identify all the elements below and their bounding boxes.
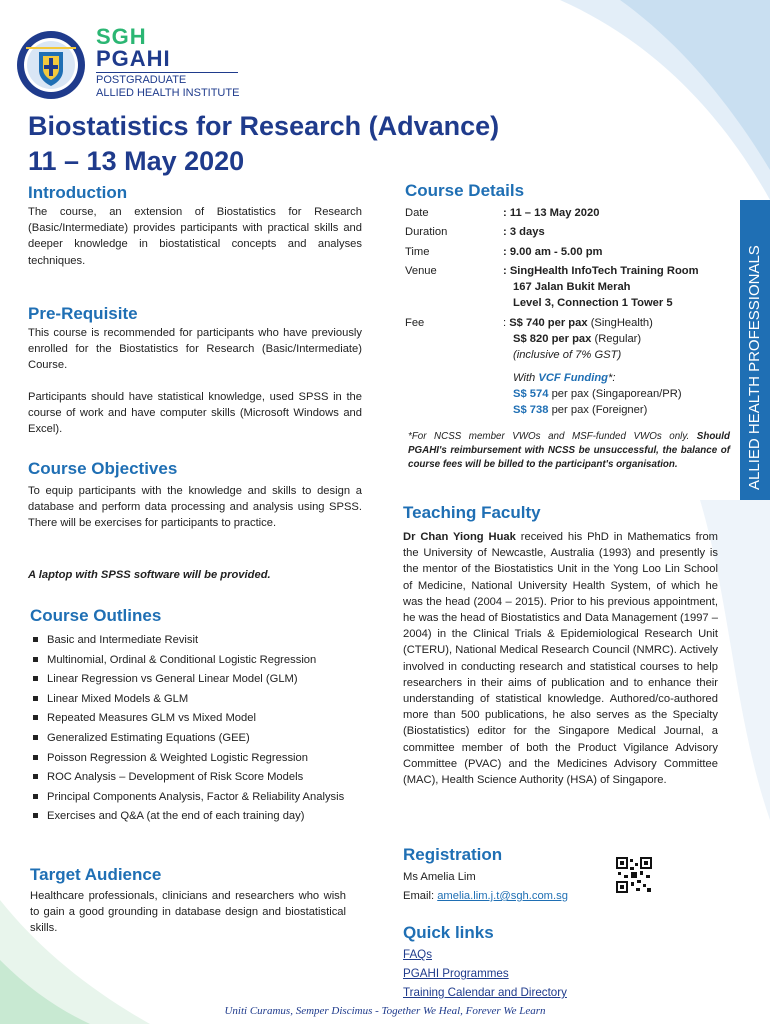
objectives-heading: Course Objectives	[28, 459, 178, 478]
date-value: : 11 – 13 May 2020	[503, 207, 600, 219]
fee-singhealth-note: (SingHealth)	[587, 317, 653, 329]
logo-divider	[96, 72, 238, 73]
fee-colon: :	[503, 317, 510, 329]
audience-text: Healthcare professionals, clinicians and researchers who wish to gain a good grounding in database design and biostatistical skills.	[30, 890, 346, 935]
prerequisite-text-1: This course is recommended for participants who have previously enrolled for the Biostatistics for Research (Basic/Intermediate) Course.	[28, 327, 362, 372]
outline-item: Linear Regression vs General Linear Model (GLM)	[32, 671, 372, 687]
outline-item: ROC Analysis – Development of Risk Score Models	[32, 769, 372, 785]
logo-subtitle	[96, 74, 239, 100]
registration-email-line	[403, 888, 568, 904]
footer-motto: Uniti Curamus, Semper Discimus - Together We Heal, Forever We Learn	[224, 1005, 546, 1017]
outline-item: Generalized Estimating Equations (GEE)	[32, 730, 372, 746]
outline-item: Principal Components Analysis, Factor & Reliability Analysis	[32, 789, 372, 805]
course-date-title: 11 – 13 May 2020	[28, 146, 245, 176]
logo-subtitle-line1: POSTGRADUATE	[96, 74, 187, 86]
faculty-heading: Teaching Faculty	[403, 503, 541, 522]
outline-item: Linear Mixed Models & GLM	[32, 691, 372, 707]
faculty-bio-text: received his PhD in Mathematics from the University of Newcastle, Australia (1993) and presently is the mentor of the Biostatistics Unit in the Yong Loo Lin School of Medicine, National University Health System, of which he was the head (2004 – 2015). Prior to his previous appointment, he was the head of Biostatistics and Data Management (1997 – 2004) in the Clinical Trials & Epidemiological Research Unit (CTERU), National Medical Research Council (NMRC). Actively involved in conducting research and statistical courses to help researchers in their aims of publication and to enhance their understanding of statistical knowledge. Authored/co-authored more than 500 publications, he also serves as the Specialty (Biostatistics) editor for the Singapore Medical Journal, a committee member of both the Product Vigilance Advisory Committee (PVAC) and the Medicines Advisory Committee (MAC), Health Science Authority (HSA) of Singapore.	[403, 531, 718, 787]
audience-heading: Target Audience	[30, 865, 162, 884]
ncss-footnote-line1: *For NCSS member VWOs and MSF-funded VWOs only.	[408, 431, 690, 442]
logo-subtitle-line2: ALLIED HEALTH INSTITUTE	[96, 87, 240, 99]
duration-label: Duration	[405, 226, 448, 238]
duration-value: : 3 days	[503, 226, 545, 238]
vcf-suffix: *:	[608, 372, 616, 384]
outline-item: Exercises and Q&A (at the end of each training day)	[32, 808, 372, 824]
date-label: Date	[405, 207, 429, 219]
ncss-footnote-line2: Should PGAHI's reimbursement with NCSS be unsuccessful, the balance of course fees will be billed to the participant's organisation.	[408, 431, 730, 470]
email-link[interactable]: amelia.lim.j.t@sgh.com.sg	[437, 890, 568, 902]
registration-contact: Ms Amelia Lim	[403, 871, 476, 883]
logo-sgh-text: SGH	[96, 24, 147, 49]
fee-label: Fee	[405, 317, 425, 329]
time-value: : 9.00 am - 5.00 pm	[503, 246, 603, 258]
faculty-name: Dr Chan Yiong Huak	[403, 531, 516, 543]
quick-link-faqs[interactable]: FAQs	[403, 948, 432, 961]
vcf-funding-line	[513, 370, 615, 386]
vcf-funding-name: VCF Funding	[538, 372, 608, 384]
qr-code-icon[interactable]	[616, 857, 652, 893]
vcf-prefix: With	[513, 372, 539, 384]
registration-heading: Registration	[403, 845, 503, 864]
fee-line-1	[503, 315, 653, 331]
quick-links-heading: Quick links	[403, 923, 494, 942]
objectives-text: To equip participants with the knowledge and skills to design a database and perform data processing and analysis using SPSS. There will be exercises for participants to practice.	[28, 485, 362, 530]
details-heading: Course Details	[405, 181, 525, 200]
email-label: Email:	[403, 890, 438, 902]
introduction-text: The course, an extension of Biostatistics for Research (Basic/Intermediate) provides participants with practical skills and deeper knowledge in biostatistical concepts and analyses techniques.	[28, 206, 362, 267]
vcf-local-note: per pax (Singaporean/PR)	[548, 388, 682, 400]
venue-label: Venue	[405, 265, 437, 277]
introduction-heading: Introduction	[28, 183, 128, 202]
outline-item: Basic and Intermediate Revisit	[32, 632, 372, 648]
sgh-crest-logo	[14, 26, 88, 104]
fee-gst-note: (inclusive of 7% GST)	[513, 349, 622, 361]
venue-line-3: Level 3, Connection 1 Tower 5	[513, 297, 673, 309]
quick-link-pgahi-programmes[interactable]: PGAHI Programmes	[403, 967, 509, 980]
outline-item: Poisson Regression & Weighted Logistic Regression	[32, 750, 372, 766]
outline-item: Repeated Measures GLM vs Mixed Model	[32, 710, 372, 726]
fee-singhealth-amount: S$ 740 per pax	[509, 317, 588, 329]
time-label: Time	[405, 246, 430, 258]
ncss-footnote	[408, 430, 730, 472]
vcf-line-1	[513, 386, 682, 402]
fee-regular-amount: S$ 820 per pax	[513, 333, 592, 345]
prerequisite-text-2: Participants should have statistical knowledge, used SPSS in the course of work and have computer skills (Microsoft Windows and Excel).	[28, 391, 362, 436]
prerequisite-heading: Pre-Requisite	[28, 304, 138, 323]
outline-list	[32, 632, 372, 828]
fee-regular-note: (Regular)	[591, 333, 642, 345]
course-title: Biostatistics for Research (Advance)	[28, 111, 500, 141]
outline-item: Multinomial, Ordinal & Conditional Logistic Regression	[32, 652, 372, 668]
fee-line-2	[513, 331, 641, 347]
vcf-foreigner-amount: S$ 738	[513, 404, 549, 416]
vcf-local-amount: S$ 574	[513, 388, 549, 400]
vcf-line-2	[513, 402, 647, 418]
faculty-bio	[403, 529, 718, 788]
laptop-note: A laptop with SPSS software will be provided.	[28, 569, 271, 581]
logo-pgahi-text: PGAHI	[96, 46, 171, 71]
venue-line-1: : SingHealth InfoTech Training Room	[503, 265, 699, 277]
outlines-heading: Course Outlines	[30, 606, 162, 625]
quick-link-training-calendar[interactable]: Training Calendar and Directory	[403, 986, 567, 999]
venue-line-2: 167 Jalan Bukit Merah	[513, 281, 631, 293]
vcf-foreigner-note: per pax (Foreigner)	[548, 404, 648, 416]
side-banner-text: ALLIED HEALTH PROFESSIONALS	[746, 245, 763, 490]
